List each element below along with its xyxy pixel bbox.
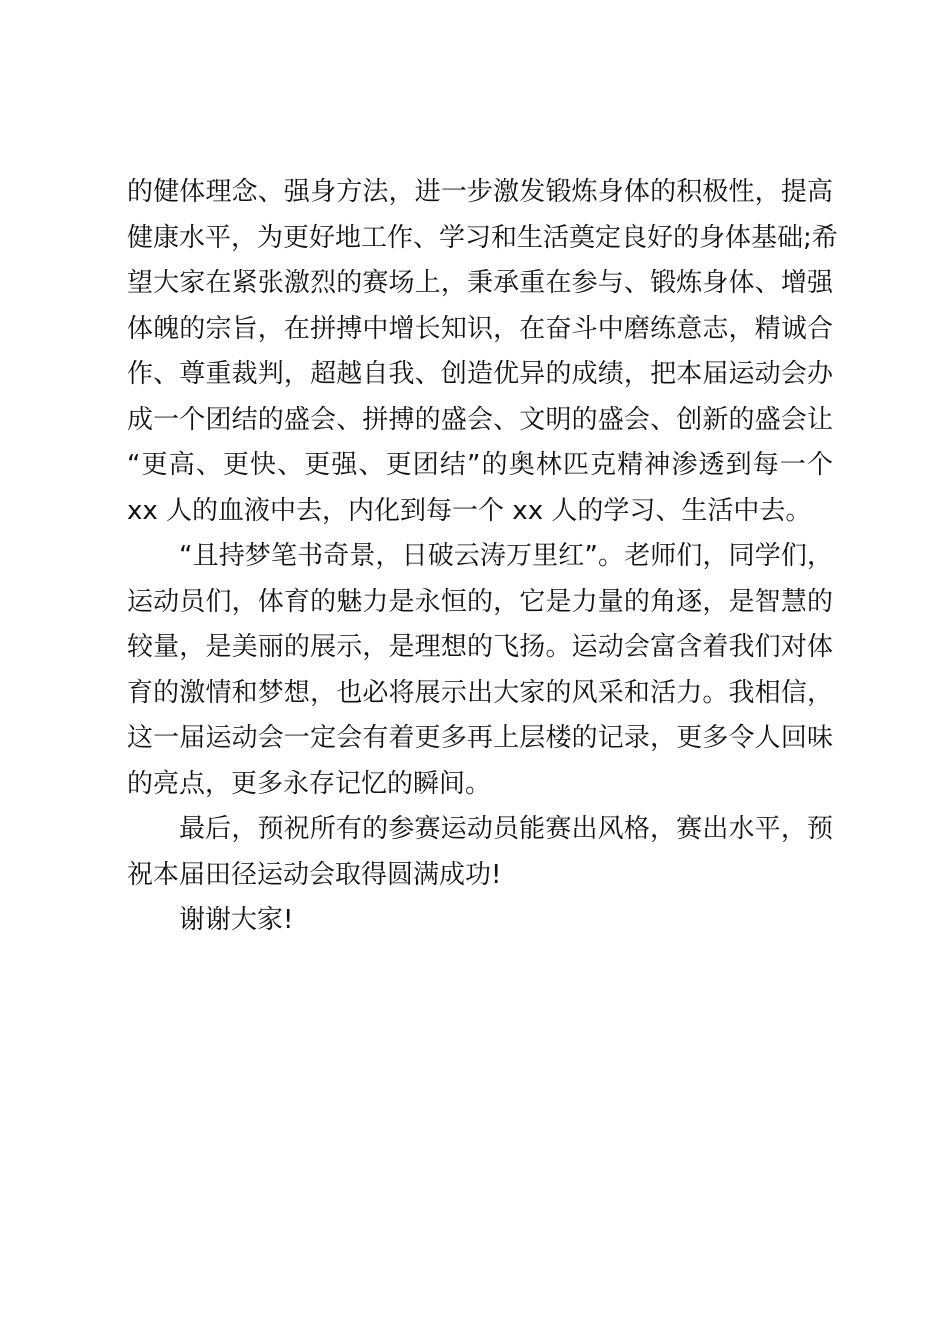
- speech-text: [127, 170, 838, 944]
- text-line: “更高、更快、更强、更团结”的奥林匹克精神渗透到每一个: [127, 450, 833, 480]
- closing-line: 谢谢大家!: [179, 905, 294, 935]
- text-line: xx 人的血液中去，内化到每一个 xx 人的学习、生活中去。: [127, 495, 812, 526]
- text-line: 健康水平，为更好地工作、学习和生活奠定良好的身体基础;希: [127, 222, 838, 253]
- text-line: 的健体理念、强身方法，进一步激发锻炼身体的积极性，提高: [127, 177, 833, 207]
- text-line: 成一个团结的盛会、拼搏的盛会、文明的盛会、创新的盛会让: [127, 404, 833, 435]
- text-line: 望大家在紧张激烈的赛场上，秉承重在参与、锻炼身体、增强: [127, 268, 833, 298]
- text-line: 体魄的宗旨，在拼搏中增长知识，在奋斗中磨练意志，精诚合: [127, 313, 833, 344]
- text-line: 祝本届田径运动会取得圆满成功!: [127, 859, 502, 890]
- text-line: 的亮点，更多永存记忆的瞬间。: [127, 768, 492, 799]
- paragraph-first-line: “且持梦笔书奇景，日破云涛万里红”。老师们，同学们，: [179, 541, 833, 571]
- text-line: 运动员们，体育的魅力是永恒的，它是力量的角逐，是智慧的: [127, 586, 833, 617]
- text-line: 育的激情和梦想，也必将展示出大家的风采和活力。我相信，: [127, 677, 833, 708]
- text-line: 这一届运动会一定会有着更多再上层楼的记录，更多令人回味: [127, 723, 833, 753]
- paragraph-first-line: 最后，预祝所有的参赛运动员能赛出风格，赛出水平，预: [179, 814, 833, 844]
- text-line: 作、尊重裁判，超越自我、创造优异的成绩，把本届运动会办: [127, 359, 833, 389]
- text-line: 较量，是美丽的展示，是理想的飞扬。运动会富含着我们对体: [127, 632, 833, 662]
